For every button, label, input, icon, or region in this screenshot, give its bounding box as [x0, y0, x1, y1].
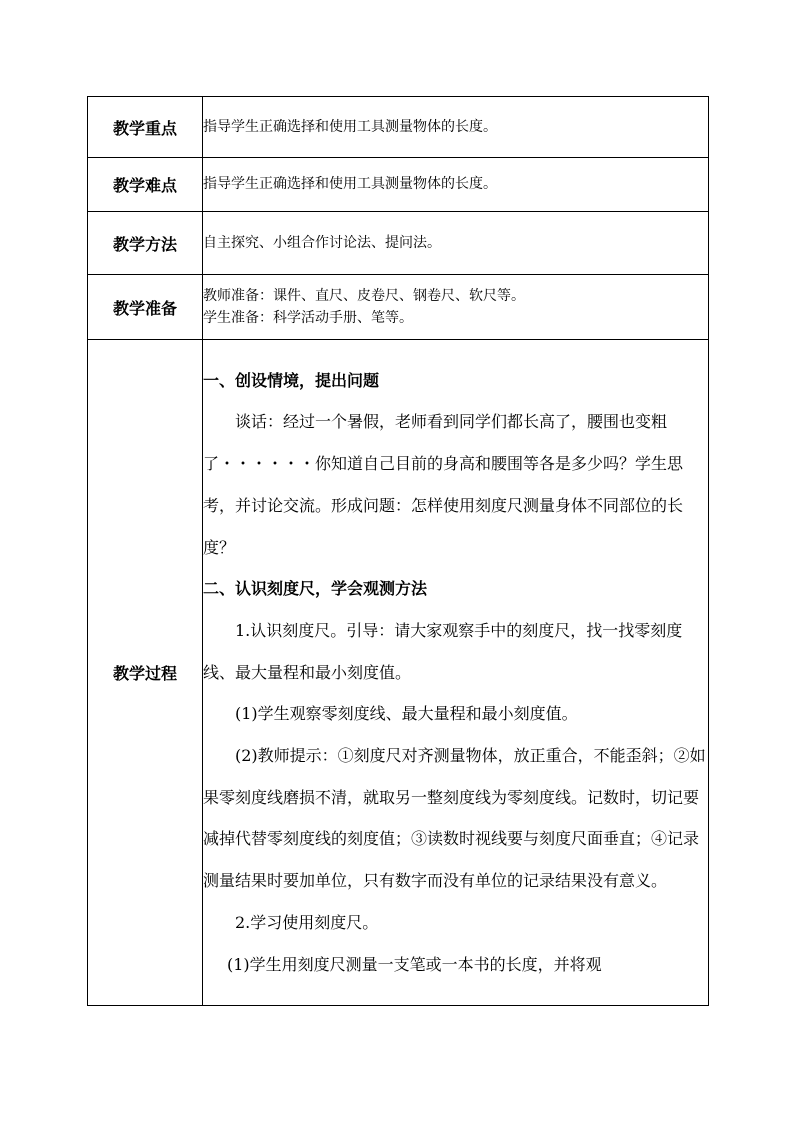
text-teaching-prep	[203, 275, 709, 340]
label-teaching-method: 教学方法	[88, 212, 203, 275]
paragraph-step-1: 1.认识刻度尺。引导：请大家观察手中的刻度尺，找一找零刻度线、最大量程和最小刻度值。	[203, 620, 683, 682]
prep-teacher: 教师准备：课件、直尺、皮卷尺、钢卷尺、软尺等。	[203, 287, 525, 304]
section-heading-2: 二、认识刻度尺，学会观测方法	[203, 579, 428, 599]
lesson-plan-table	[87, 96, 709, 1006]
row-teaching-difficulty	[88, 158, 709, 212]
row-teaching-focus	[88, 97, 709, 158]
paragraph-step-1-2: (2)教师提示：①刻度尺对齐测量物体，放正重合，不能歪斜；②如果零刻度线磨损不清，就取另一整刻度线为零刻度线。记数时，切记要减掉代替零刻度线的刻度值；③读数时视线要与刻度尺面垂直；④记录测量结果时要加单位，只有数字而没有单位的记录结果没有意义。	[203, 746, 706, 891]
text-teaching-focus: 指导学生正确选择和使用工具测量物体的长度。	[203, 97, 709, 158]
row-teaching-prep	[88, 275, 709, 340]
paragraph-step-2-1: (1)学生用刻度尺测量一支笔或一本书的长度，并将观	[227, 954, 602, 974]
label-teaching-prep: 教学准备	[88, 275, 203, 340]
text-teaching-process	[203, 340, 709, 1006]
paragraph-step-1-1: (1)学生观察零刻度线、最大量程和最小刻度值。	[235, 704, 578, 724]
text-teaching-method: 自主探究、小组合作讨论法、提问法。	[203, 212, 709, 275]
text-teaching-difficulty: 指导学生正确选择和使用工具测量物体的长度。	[203, 158, 709, 212]
row-teaching-process	[88, 340, 709, 1006]
paragraph-step-2: 2.学习使用刻度尺。	[235, 912, 379, 932]
label-teaching-process: 教学过程	[88, 340, 203, 1006]
row-teaching-method	[88, 212, 709, 275]
label-teaching-difficulty: 教学难点	[88, 158, 203, 212]
paragraph-talk: 谈话：经过一个暑假，老师看到同学们都长高了，腰围也变粗了・・・・・・你知道自己目前的身高和腰围等各是多少吗？学生思考，并讨论交流。形成问题：怎样使用刻度尺测量身体不同部位的长度？	[203, 412, 684, 557]
label-teaching-focus: 教学重点	[88, 97, 203, 158]
section-heading-1: 一、创设情境，提出问题	[203, 370, 380, 390]
prep-student: 学生准备：科学活动手册、笔等。	[203, 310, 413, 326]
